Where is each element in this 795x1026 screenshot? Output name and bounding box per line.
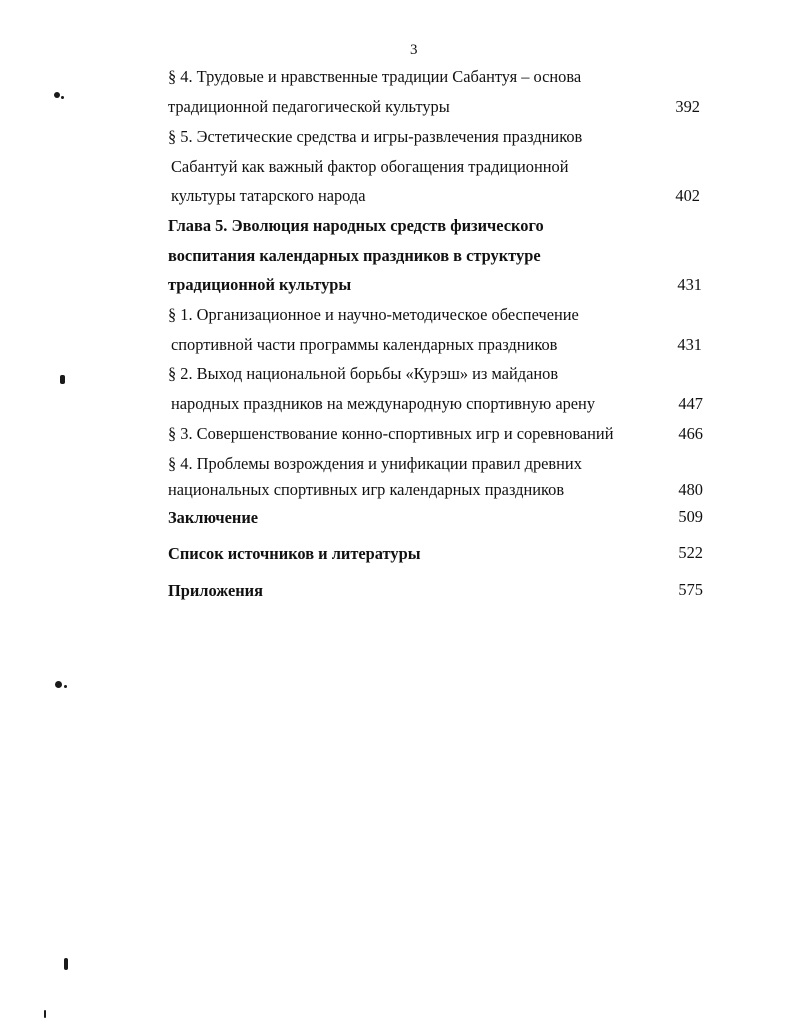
toc-references: Список источников и литературы (168, 544, 421, 563)
toc-page-number: 509 (678, 507, 703, 526)
toc-page-number: 522 (678, 543, 703, 562)
scan-speck (64, 685, 67, 688)
scan-speck (60, 375, 65, 384)
toc-page-number: 480 (678, 480, 703, 499)
chapter-heading: Глава 5. Эволюция народных средств физического (168, 216, 544, 235)
toc-entry-line: § 5. Эстетические средства и игры-развлечения праздников (168, 127, 583, 146)
toc-entry-line: § 2. Выход национальной борьбы «Курэш» из майданов (168, 364, 559, 383)
toc-entry-line: культуры татарского народа (171, 186, 366, 205)
scan-speck (55, 681, 62, 688)
scan-speck (44, 1010, 46, 1018)
toc-page-number: 447 (678, 394, 703, 413)
toc-entry-line: § 1. Организационное и научно-методическое обеспечение (168, 305, 579, 324)
toc-page-number: 575 (678, 580, 703, 599)
toc-entry-line: § 4. Трудовые и нравственные традиции Сабантуя – основа (168, 67, 582, 86)
chapter-heading: традиционной культуры (168, 275, 352, 294)
toc-page-number: 402 (675, 186, 700, 205)
toc-page-number: 466 (678, 424, 703, 443)
toc-entry-line: § 3. Совершенствование конно-спортивных игр и соревнований (168, 424, 614, 443)
toc-page-number: 431 (677, 275, 702, 294)
toc-entry-line: спортивной части программы календарных праздников (171, 335, 558, 354)
toc-page-number: 431 (677, 335, 702, 354)
toc-entry-line: традиционной педагогической культуры (168, 97, 450, 116)
toc-page-number: 392 (675, 97, 700, 116)
scan-speck (61, 96, 64, 99)
page-number: 3 (410, 42, 418, 58)
toc-entry-line: национальных спортивных игр календарных праздников (168, 480, 565, 499)
scan-speck (54, 92, 60, 98)
toc-appendices: Приложения (168, 581, 263, 600)
toc-entry-line: § 4. Проблемы возрождения и унификации правил древних (168, 454, 582, 473)
scan-speck (64, 958, 68, 970)
toc-entry-line: Сабантуй как важный фактор обогащения традиционной (171, 157, 569, 176)
toc-conclusion: Заключение (168, 508, 259, 527)
toc-entry-line: народных праздников на международную спортивную арену (171, 394, 596, 413)
chapter-heading: воспитания календарных праздников в структуре (168, 246, 541, 265)
